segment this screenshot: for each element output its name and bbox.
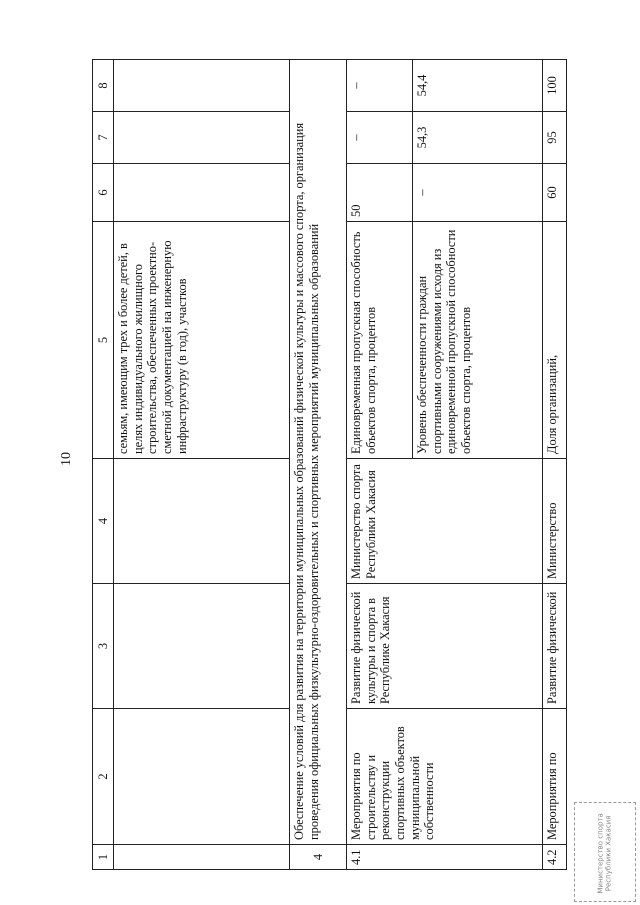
header-col-3: 3 — [93, 584, 114, 709]
indicator-cell: Доля организаций, — [543, 222, 567, 459]
header-col-5: 5 — [93, 222, 114, 459]
table-cell — [114, 112, 290, 164]
value-cell: – — [347, 112, 413, 164]
header-col-6: 6 — [93, 164, 114, 222]
value-cell: – — [413, 164, 543, 222]
row-number: 4.2 — [543, 845, 567, 870]
value-cell: 54,4 — [413, 60, 543, 112]
section-row — [290, 60, 347, 870]
value-cell: 50 — [347, 164, 413, 222]
table-row — [543, 60, 567, 870]
table-cell — [114, 164, 290, 222]
registration-stamp — [574, 802, 636, 902]
table-row — [347, 60, 413, 870]
section-title: Обеспечение условий для развития на территории муниципальных образований физической культуры и массового спорта, организация проведения официальных физкультурно-оздоровительных и спортивных мероприятий муниципальных образований — [290, 60, 347, 845]
program-cell: Развитие физической культуры и спорта в Республике Хакасия — [347, 584, 543, 709]
section-number: 4 — [290, 845, 347, 870]
header-col-2: 2 — [93, 709, 114, 845]
measure-cell: Мероприятия по строительству и реконструкции спортивных объектов муниципальной собственности — [347, 709, 543, 845]
value-cell: 54,3 — [413, 112, 543, 164]
value-cell: – — [347, 60, 413, 112]
stamp-text: Министерство спорта Республики Хакасия — [596, 813, 613, 894]
page-number: 10 — [59, 452, 74, 466]
table-cell — [114, 845, 290, 870]
ministry-cell: Министерство — [543, 459, 567, 584]
ministry-cell: Министерство спорта Республики Хакасия — [347, 459, 543, 584]
indicators-table — [92, 59, 567, 870]
table-cell — [114, 584, 290, 709]
header-col-8: 8 — [93, 60, 114, 112]
value-cell: 100 — [543, 60, 567, 112]
value-cell: 60 — [543, 164, 567, 222]
measure-cell: Мероприятия по — [543, 709, 567, 845]
indicator-cell: Единовременная пропускная способность объектов спорта, процентов — [347, 222, 413, 459]
table-row — [114, 60, 290, 870]
table-cell — [114, 709, 290, 845]
row-number: 4.1 — [347, 845, 543, 870]
header-col-1: 1 — [93, 845, 114, 870]
table-cell — [114, 459, 290, 584]
value-cell: 95 — [543, 112, 567, 164]
header-row — [93, 60, 114, 870]
header-col-7: 7 — [93, 112, 114, 164]
program-cell: Развитие физической — [543, 584, 567, 709]
indicator-cell: семьям, имеющим трех и более детей, в целях индивидуального жилищного строительства, обеспеченных проектно-сметной документацией на инженерную инфраструктуру (в год), участков — [114, 222, 290, 459]
table-cell — [114, 60, 290, 112]
header-col-4: 4 — [93, 459, 114, 584]
indicator-cell: Уровень обеспеченности граждан спортивными сооружениями исходя из единовременной пропускной способности объектов спорта, процентов — [413, 222, 543, 459]
rotated-table-wrapper — [92, 60, 597, 870]
